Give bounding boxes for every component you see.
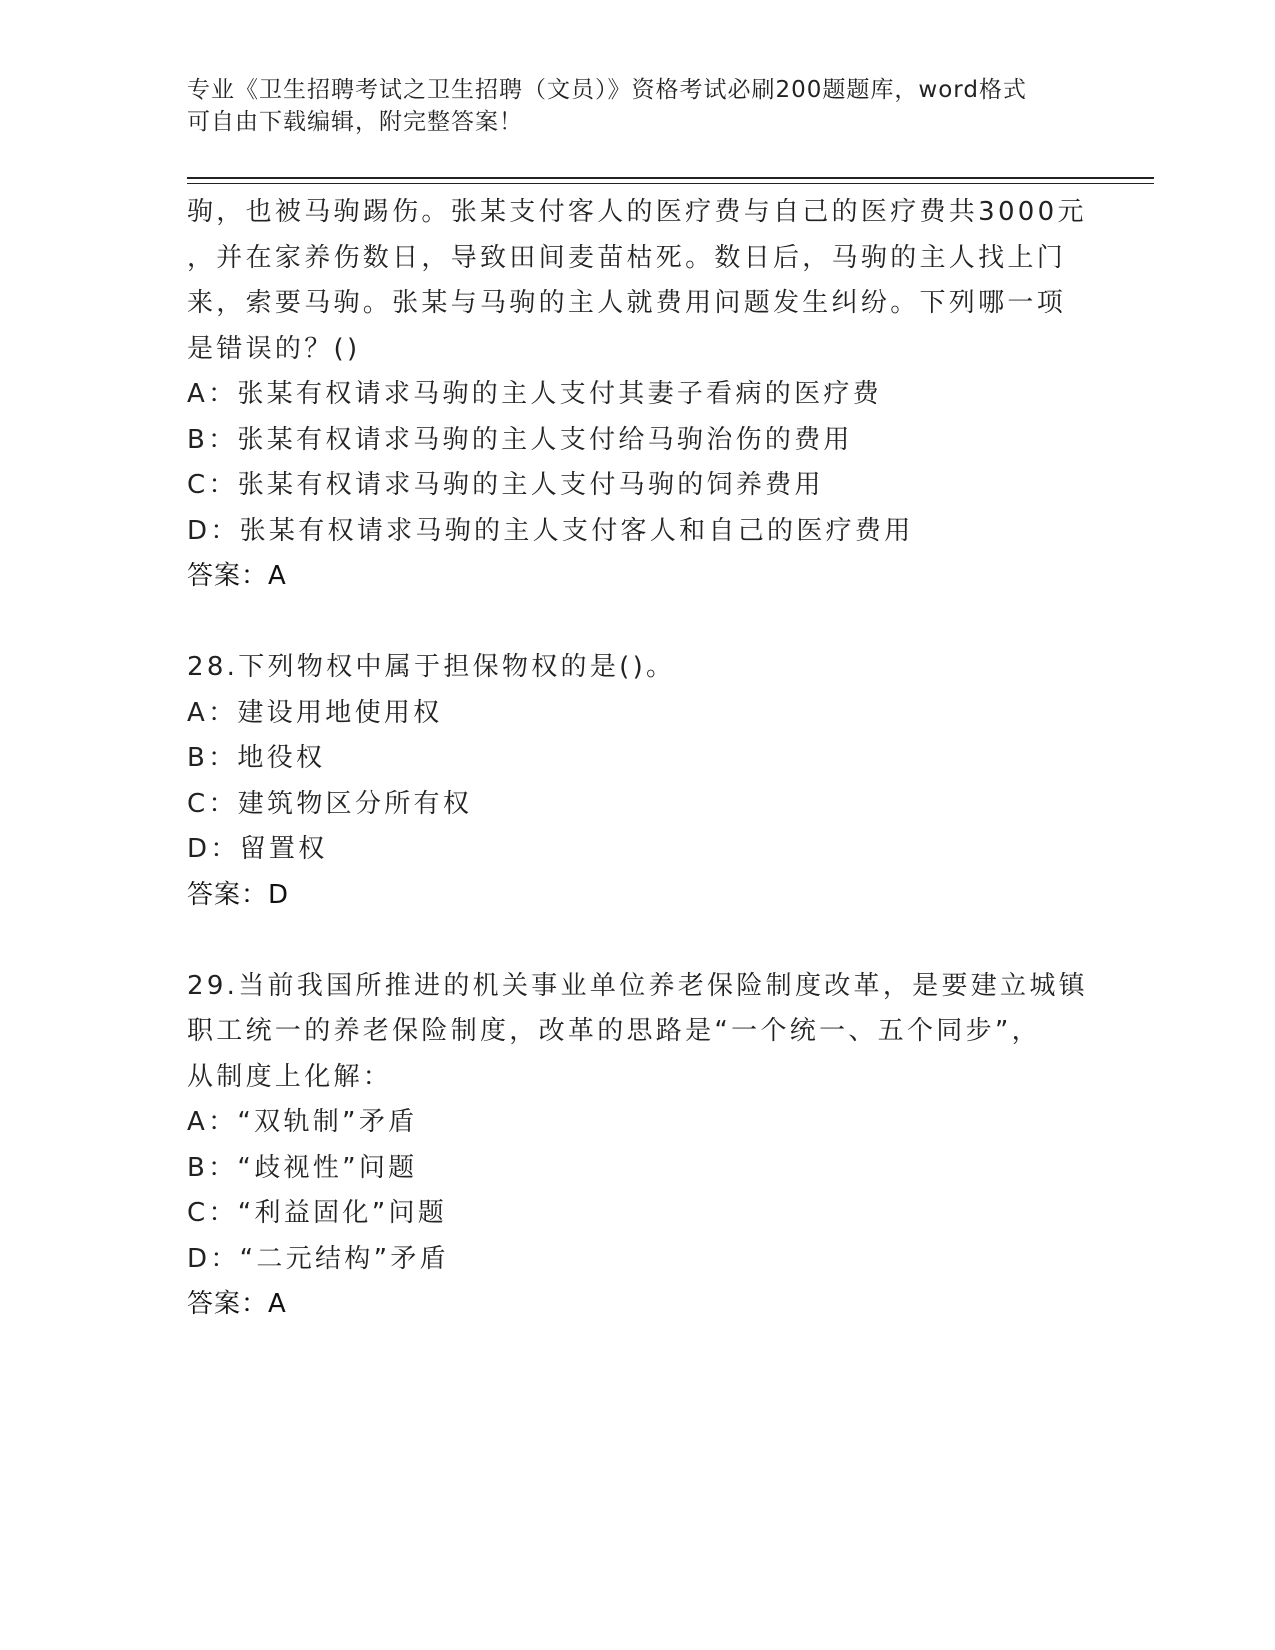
question-stem-line: 28.下列物权中属于担保物权的是()。 bbox=[187, 652, 676, 682]
question-stem-line: 从制度上化解： bbox=[187, 1061, 393, 1092]
option-c: C：“利益固化”问题 bbox=[187, 1198, 448, 1228]
question-29 bbox=[187, 964, 1087, 1328]
option-b: B：“歧视性”问题 bbox=[187, 1152, 418, 1183]
option-a: A：张某有权请求马驹的主人支付其妻子看病的医疗费 bbox=[187, 379, 882, 409]
question-spacer bbox=[187, 600, 1087, 646]
document-header bbox=[187, 74, 1067, 138]
answer-label: 答案：D bbox=[187, 879, 290, 910]
option-a: A：“双轨制”矛盾 bbox=[187, 1107, 418, 1137]
option-b: B：地役权 bbox=[187, 743, 326, 773]
question-27 bbox=[187, 190, 1087, 600]
question-stem-line: 驹，也被马驹踢伤。张某支付客人的医疗费与自己的医疗费共3000元 bbox=[187, 197, 1087, 227]
question-28 bbox=[187, 645, 1087, 918]
option-d: D：留置权 bbox=[187, 834, 328, 864]
option-a: A：建设用地使用权 bbox=[187, 697, 443, 728]
header-divider-thick bbox=[187, 177, 1154, 179]
question-spacer bbox=[187, 918, 1087, 964]
option-d: D：张某有权请求马驹的主人支付客人和自己的医疗费用 bbox=[187, 515, 914, 546]
header-title-line-1: 专业《卫生招聘考试之卫生招聘（文员）》资格考试必刷200题题库，word格式 bbox=[187, 77, 1027, 103]
answer-label: 答案：A bbox=[187, 561, 287, 591]
question-stem-line: 职工统一的养老保险制度，改革的思路是“一个统一、五个同步”， bbox=[187, 1016, 1041, 1046]
question-stem-line: 29.当前我国所推进的机关事业单位养老保险制度改革，是要建立城镇 bbox=[187, 970, 1088, 1001]
header-title-line-2: 可自由下载编辑，附完整答案！ bbox=[187, 109, 523, 135]
option-c: C：张某有权请求马驹的主人支付马驹的饲养费用 bbox=[187, 470, 824, 500]
option-b: B：张某有权请求马驹的主人支付给马驹治伤的费用 bbox=[187, 424, 853, 455]
header-divider-thin bbox=[187, 183, 1154, 184]
answer-label: 答案：A bbox=[187, 1289, 287, 1319]
option-d: D：“二元结构”矛盾 bbox=[187, 1243, 449, 1274]
question-stem-line: 是错误的？() bbox=[187, 333, 361, 364]
option-c: C：建筑物区分所有权 bbox=[187, 788, 473, 819]
question-stem-line: 来，索要马驹。张某与马驹的主人就费用问题发生纠纷。下列哪一项 bbox=[187, 288, 1067, 318]
question-list bbox=[187, 190, 1087, 1328]
question-stem-line: ，并在家养伤数日，导致田间麦苗枯死。数日后，马驹的主人找上门 bbox=[187, 242, 1067, 273]
